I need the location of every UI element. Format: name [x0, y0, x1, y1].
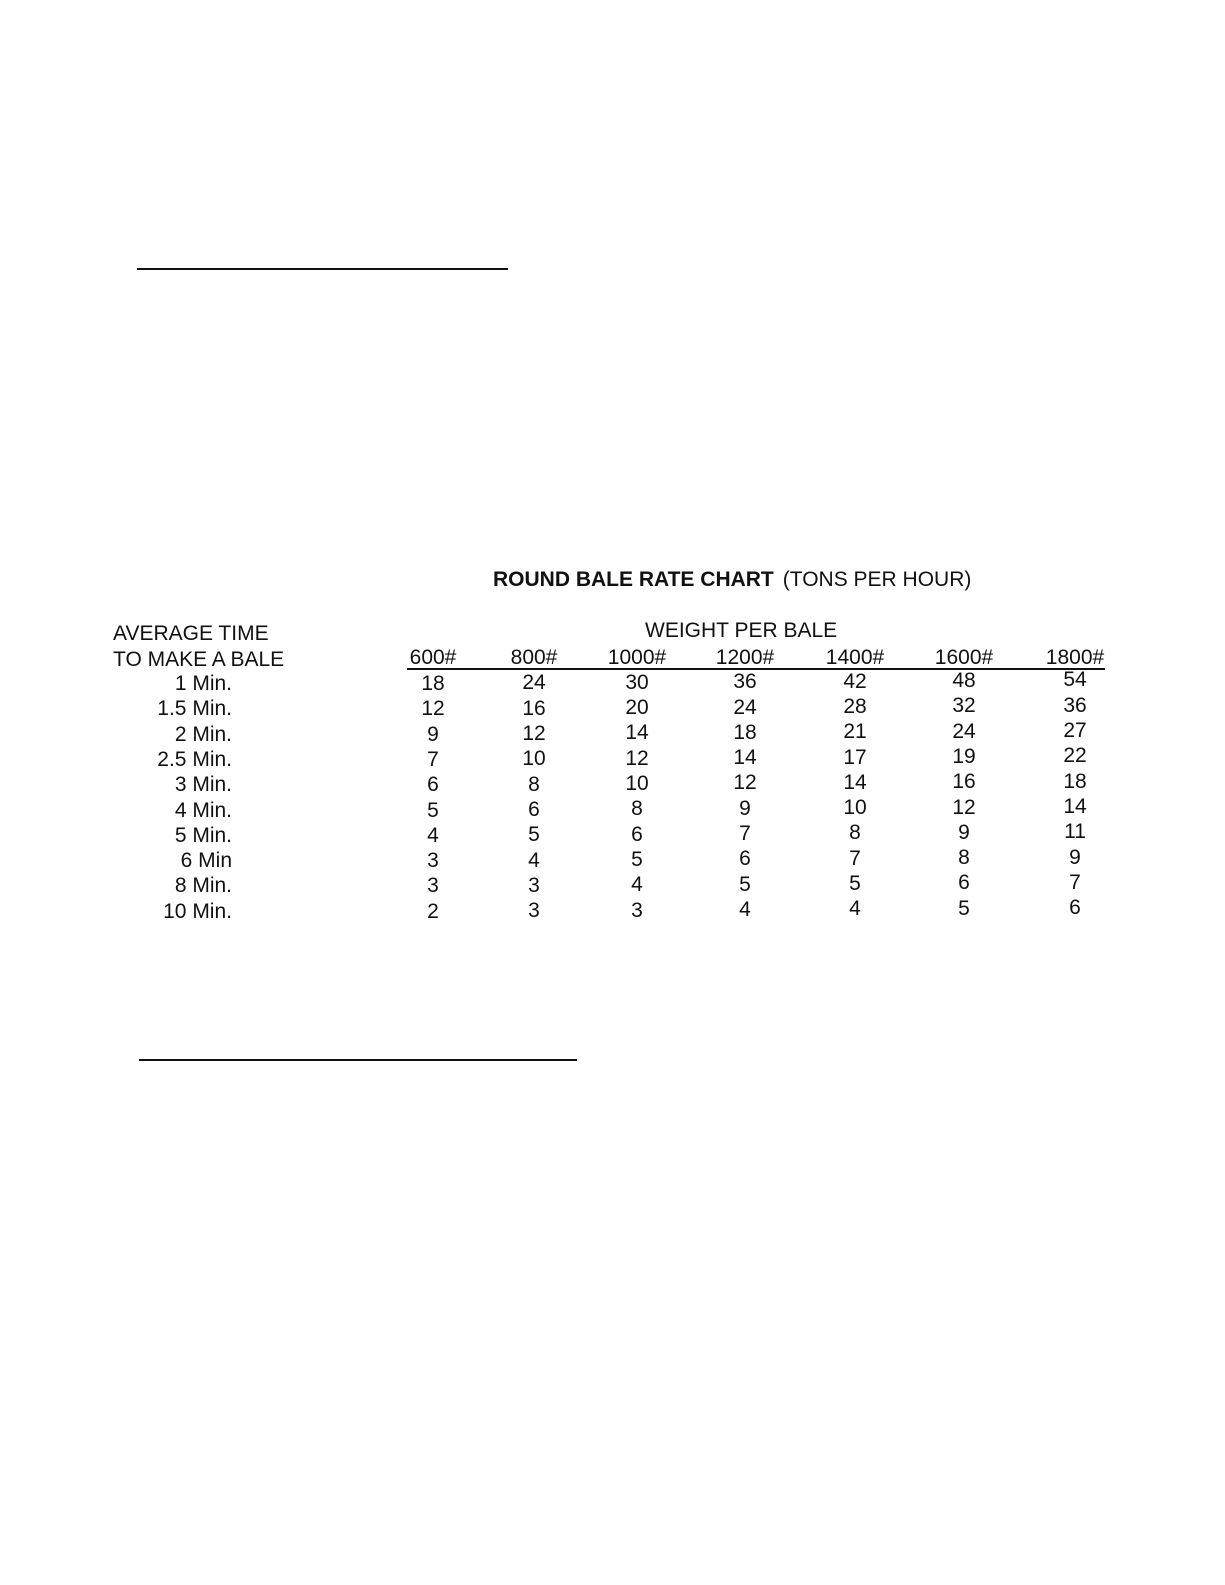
table-cell: 48: [952, 669, 976, 692]
table-cell: 24: [952, 719, 976, 743]
table-cell: 10: [843, 796, 867, 820]
table-cell: 42: [843, 669, 867, 693]
table-cell: 12: [421, 697, 445, 721]
table-cell: 6: [1069, 896, 1081, 920]
table-cell: 3: [631, 898, 643, 922]
table-cell: 4: [427, 823, 439, 847]
table-cell: 8: [528, 772, 540, 796]
row-label: 4 Min.: [174, 798, 232, 822]
table-cell: 3: [528, 899, 540, 923]
row-label: 6 Min: [180, 849, 232, 873]
column-header: 1200#: [715, 646, 775, 669]
column-group-header: WEIGHT PER BALE: [645, 619, 838, 642]
table-cell: 14: [843, 770, 867, 794]
chart-title-line: [493, 568, 971, 592]
table-cell: 12: [733, 771, 757, 795]
table-cell: 5: [631, 847, 643, 871]
table-cell: 9: [427, 722, 439, 746]
table-cell: 4: [849, 897, 861, 921]
column-header: 1800#: [1045, 646, 1105, 669]
table-cell: 36: [733, 670, 757, 694]
column-header: 600#: [409, 646, 457, 669]
table-cell: 2: [427, 899, 439, 923]
table-cell: 18: [733, 720, 757, 744]
table-cell: 7: [427, 747, 439, 771]
row-label: 1 Min.: [174, 672, 232, 695]
table-cell: 16: [522, 696, 546, 720]
table-cell: 24: [733, 695, 757, 719]
table-cell: 9: [958, 820, 970, 844]
table-cell: 12: [952, 795, 976, 819]
table-cell: 5: [958, 896, 970, 920]
table-cell: 22: [1063, 744, 1087, 768]
table-cell: 3: [427, 874, 439, 898]
table-cell: 3: [427, 849, 439, 873]
table-cell: 14: [625, 721, 649, 745]
table-cell: 7: [849, 846, 861, 870]
table-cell: 4: [739, 897, 751, 921]
column-header: 1600#: [934, 646, 994, 669]
table-cell: 21: [843, 720, 867, 744]
table-cell: 17: [843, 745, 867, 769]
row-label: 8 Min.: [174, 874, 232, 898]
top-divider-line: [137, 268, 508, 270]
table-cell: 18: [1063, 769, 1087, 793]
table-cell: 10: [522, 747, 546, 771]
column-header: 800#: [510, 646, 558, 669]
table-cell: 11: [1064, 820, 1086, 844]
row-header-line-2: TO MAKE A BALE: [113, 648, 285, 671]
table-cell: 16: [952, 770, 976, 794]
table-cell: 14: [1063, 794, 1087, 818]
table-cell: 7: [1069, 870, 1081, 894]
table-cell: 12: [625, 746, 649, 770]
table-cell: 6: [739, 847, 751, 871]
row-label: 2 Min.: [174, 722, 232, 746]
row-label: 2.5 Min.: [157, 747, 232, 771]
table-cell: 5: [849, 872, 861, 895]
row-label: 10 Min.: [163, 899, 232, 923]
bottom-divider-line: [139, 1059, 577, 1061]
table-cell: 12: [522, 722, 546, 745]
chart-title: ROUND BALE RATE CHART: [493, 568, 774, 591]
table-cell: 9: [739, 796, 751, 820]
chart-subtitle: (TONS PER HOUR): [782, 568, 972, 591]
table-cell: 28: [843, 694, 867, 718]
table-cell: 6: [958, 871, 970, 895]
table-cell: 20: [625, 696, 649, 720]
table-cell: 8: [958, 846, 970, 870]
table-cell: 30: [625, 670, 649, 694]
table-cell: 8: [631, 797, 643, 821]
table-cell: 4: [528, 848, 540, 872]
table-cell: 8: [849, 821, 861, 845]
table-cell: 4: [631, 873, 643, 897]
table-cell: 24: [522, 671, 546, 695]
row-label: 3 Min.: [174, 773, 232, 797]
table-cell: 36: [1063, 693, 1087, 717]
row-header-line-1: AVERAGE TIME: [113, 622, 269, 645]
column-header: 1400#: [825, 646, 885, 669]
table-cell: 9: [1069, 845, 1081, 869]
row-label: 5 Min.: [174, 823, 232, 847]
table-cell: 3: [528, 873, 540, 897]
table-cell: 6: [427, 773, 439, 797]
table-cell: 5: [528, 823, 540, 847]
table-cell: 6: [631, 822, 643, 846]
table-cell: 14: [733, 746, 757, 770]
table-cell: 5: [739, 872, 751, 896]
table-cell: 6: [528, 797, 540, 821]
table-cell: 27: [1063, 719, 1087, 742]
table-cell: 19: [952, 744, 976, 768]
table-cell: 32: [952, 694, 976, 718]
column-header: 1000#: [607, 646, 667, 669]
table-cell: 10: [625, 772, 649, 795]
table-cell: 18: [421, 672, 445, 695]
table-cell: 7: [739, 822, 751, 845]
table-cell: 5: [427, 798, 439, 822]
row-label: 1.5 Min.: [157, 697, 232, 721]
table-cell: 54: [1063, 668, 1087, 692]
